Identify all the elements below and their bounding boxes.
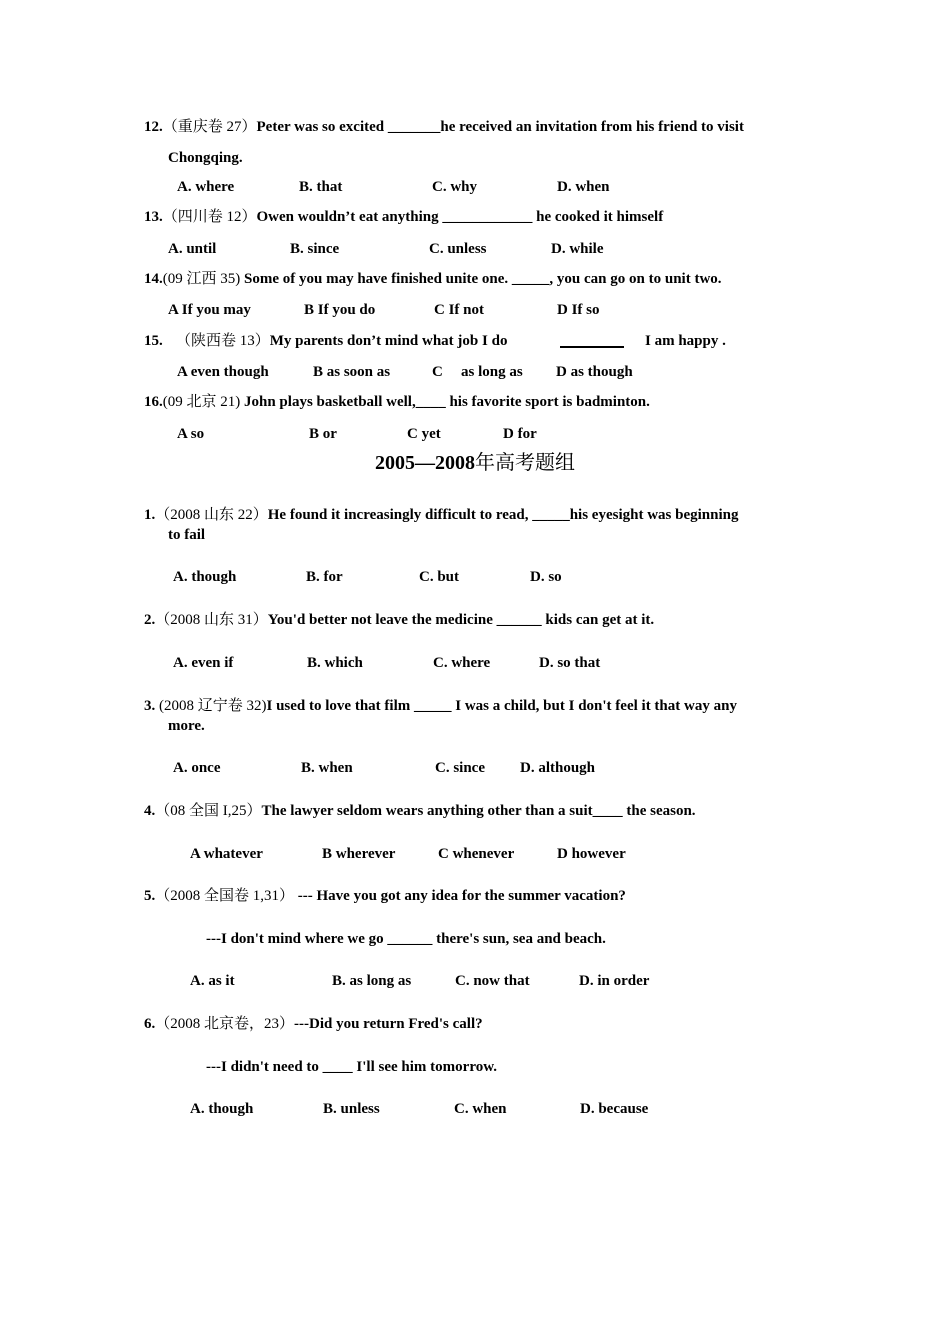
option-c: C — [432, 364, 443, 380]
option-c: C. since — [435, 760, 485, 776]
question-text: ---Did you return Fred's call? — [294, 1016, 483, 1032]
option-a: A whatever — [190, 846, 263, 862]
option-c: C whenever — [438, 846, 515, 862]
option-c: C. unless — [429, 241, 487, 257]
option-a: A. until — [168, 241, 217, 257]
question-number: 1. — [144, 507, 156, 523]
option-b: B wherever — [322, 846, 396, 862]
question-16 — [144, 393, 650, 411]
question-5 — [144, 887, 626, 905]
option-d: D. so — [530, 569, 562, 585]
option-d: D however — [557, 846, 626, 862]
question-source: （重庆卷 27） — [162, 119, 257, 135]
option-c: C. but — [419, 569, 460, 585]
option-c: C. why — [432, 179, 478, 195]
question-3 — [144, 697, 737, 715]
option-a: A. as it — [190, 973, 235, 989]
option-d: D. in order — [579, 973, 650, 989]
question-text: My parents don’t mind what job I do — [269, 333, 508, 349]
question-text: You'd better not leave the medicine ______ kids can get at it. — [267, 612, 655, 628]
question-text: John plays basketball well,____ his favorite sport is badminton. — [240, 394, 650, 410]
question-text: --- Have you got any idea for the summer vacation? — [294, 888, 626, 904]
option-a: A. though — [190, 1101, 254, 1117]
question-number: 5. — [144, 888, 156, 904]
option-c: C. when — [454, 1101, 507, 1117]
question-number: 16. — [144, 394, 163, 410]
question-6 — [144, 1015, 483, 1033]
question-number: 14. — [144, 271, 163, 287]
question-source: （2008 全国卷 1,31） — [155, 888, 295, 904]
question-text: He found it increasingly difficult to read, _____his eyesight was beginning — [267, 507, 739, 523]
option-a: A so — [177, 426, 205, 442]
question-source: （2008 山东 22） — [155, 507, 268, 523]
option-b: B. since — [290, 241, 340, 257]
question-6-reply: ---I didn't need to ____ I'll see him tomorrow. — [206, 1059, 497, 1075]
question-source: (2008 辽宁卷 32) — [155, 698, 267, 714]
option-c: C. where — [433, 655, 491, 671]
question-12-continuation: Chongqing. — [168, 150, 243, 166]
question-text: Some of you may have finished unite one. _____, you can go on to unit two. — [240, 271, 722, 287]
option-d: D If so — [557, 302, 600, 318]
option-c: C If not — [434, 302, 485, 318]
option-b: B. which — [307, 655, 363, 671]
question-14 — [144, 270, 722, 288]
option-c-text: as long as — [461, 364, 523, 380]
question-number: 2. — [144, 612, 156, 628]
option-b: B. that — [299, 179, 343, 195]
question-text: Peter was so excited _______he received an invitation from his friend to visit — [256, 119, 744, 135]
option-d: D. when — [557, 179, 610, 195]
question-number: 6. — [144, 1016, 156, 1032]
question-source: （陕西卷 13） — [176, 333, 270, 349]
question-number: 3. — [144, 698, 156, 714]
option-c: C. now that — [455, 973, 530, 989]
option-a: A If you may — [168, 302, 251, 318]
section-heading — [0, 451, 950, 475]
question-text: I used to love that film _____ I was a child, but I don't feel it that way any — [266, 698, 737, 714]
option-a: A. though — [173, 569, 237, 585]
question-5-reply: ---I don't mind where we go ______ there's sun, sea and beach. — [206, 931, 606, 947]
question-text: Owen wouldn’t eat anything ____________ he cooked it himself — [256, 209, 664, 225]
option-b: B as soon as — [313, 364, 391, 380]
option-a: A. once — [173, 760, 221, 776]
question-source: （2008 北京卷，23） — [155, 1016, 295, 1032]
question-12 — [144, 118, 744, 136]
option-d: D. so that — [539, 655, 601, 671]
option-b: B or — [309, 426, 337, 442]
question-15 — [144, 332, 163, 350]
option-a: A. even if — [173, 655, 234, 671]
option-d: D. although — [520, 760, 596, 776]
question-3-continuation: more. — [168, 718, 205, 734]
option-b: B. when — [301, 760, 353, 776]
option-a: A even though — [177, 364, 269, 380]
option-d: D as though — [556, 364, 633, 380]
question-source: （08 全国 I,25） — [155, 803, 262, 819]
question-number: 4. — [144, 803, 156, 819]
question-1 — [144, 506, 739, 524]
option-b: B. unless — [323, 1101, 380, 1117]
option-b: B. as long as — [332, 973, 412, 989]
question-1-continuation: to fail — [168, 527, 206, 543]
question-source: (09 江西 35) — [162, 271, 241, 287]
question-4 — [144, 802, 696, 820]
question-number: 12. — [144, 119, 163, 135]
answer-blank — [560, 334, 624, 348]
question-source: （2008 山东 31） — [155, 612, 268, 628]
option-b: B. for — [306, 569, 343, 585]
question-source: （四川卷 12） — [162, 209, 257, 225]
option-c: C yet — [407, 426, 441, 442]
option-a: A. where — [177, 179, 235, 195]
question-15-body — [176, 332, 507, 350]
question-number: 15. — [144, 333, 163, 349]
option-d: D. while — [551, 241, 604, 257]
option-d: D for — [503, 426, 537, 442]
question-number: 13. — [144, 209, 163, 225]
section-heading-years: 2005—2008 — [375, 452, 475, 474]
question-text: The lawyer seldom wears anything other than a suit____ the season. — [261, 803, 696, 819]
question-2 — [144, 611, 654, 629]
question-13 — [144, 208, 663, 226]
section-heading-text: 年高考题组 — [475, 452, 575, 474]
question-source: (09 北京 21) — [162, 394, 241, 410]
question-text-end: I am happy . — [645, 333, 726, 349]
option-b: B If you do — [304, 302, 376, 318]
option-d: D. because — [580, 1101, 649, 1117]
